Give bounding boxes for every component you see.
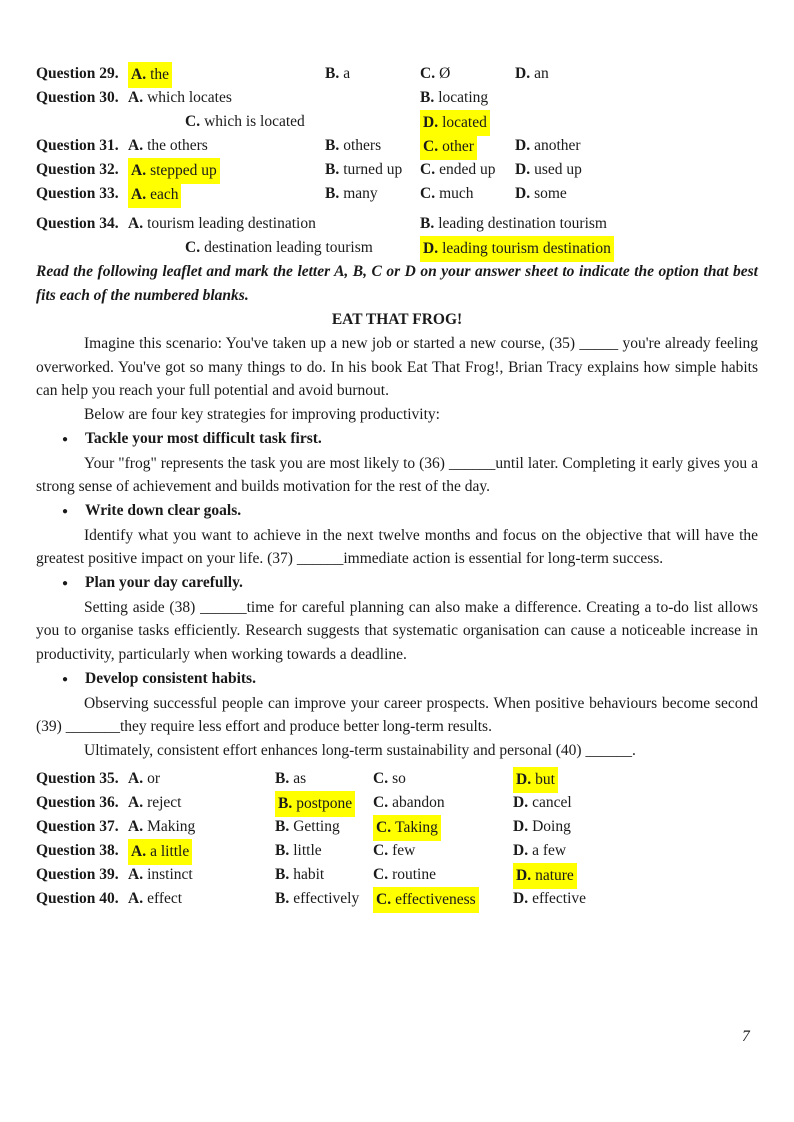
option-text: a — [343, 65, 351, 82]
bullet-body-4: Observing successful people can improve your career prospects. When positive behaviours become second (39) _______they require less effort and produce better long-term results. — [36, 694, 758, 736]
question-38-option-d — [513, 839, 566, 863]
question-29-option-c — [420, 62, 450, 86]
question-39-label: Question 39. — [36, 865, 119, 883]
option-text: which is located — [204, 113, 305, 130]
question-35-option-c — [373, 767, 406, 791]
option-text: Doing — [532, 817, 571, 835]
question-31-option-b — [325, 134, 381, 158]
question-34-option-b — [420, 212, 607, 236]
option-letter: B. — [278, 794, 293, 812]
page-content — [36, 62, 758, 911]
option-letter: C. — [420, 161, 436, 178]
option-text: ended up — [439, 161, 496, 178]
bullet-icon: ● — [62, 433, 69, 445]
bullet-item-3 — [36, 571, 758, 596]
option-text: or — [147, 769, 160, 787]
option-text: as — [293, 769, 307, 787]
option-letter: C. — [185, 113, 201, 130]
question-39-option-b — [275, 863, 324, 887]
option-text: habit — [293, 865, 325, 883]
option-letter: B. — [420, 215, 435, 232]
question-29-row — [36, 62, 758, 86]
option-letter: C. — [373, 841, 389, 859]
option-letter: C. — [420, 65, 436, 82]
option-letter: D. — [515, 137, 531, 154]
option-letter: D. — [513, 817, 529, 835]
question-36-option-a — [128, 791, 182, 815]
option-text: effectively — [293, 889, 360, 907]
question-37-option-a — [128, 815, 195, 839]
option-letter: D. — [423, 114, 439, 131]
question-31-row — [36, 134, 758, 158]
option-text: effectiveness — [395, 890, 476, 908]
question-34-row — [36, 212, 758, 236]
option-letter: A. — [128, 889, 144, 907]
option-letter: D. — [423, 240, 439, 257]
option-letter: B. — [420, 89, 435, 106]
question-40-option-c — [373, 887, 479, 913]
option-letter: C. — [423, 138, 439, 155]
question-31-option-a — [128, 134, 208, 158]
bullet-icon: ● — [62, 505, 69, 517]
question-31-option-d — [515, 134, 581, 158]
question-31-label: Question 31. — [36, 137, 119, 154]
option-letter: D. — [516, 770, 532, 788]
option-letter: C. — [373, 865, 389, 883]
option-text: few — [392, 841, 416, 859]
bullet-heading: Write down clear goals. — [85, 501, 242, 519]
option-text: leading tourism destination — [442, 240, 611, 257]
option-letter: B. — [275, 769, 290, 787]
option-letter: A. — [128, 793, 144, 811]
page-number: 7 — [742, 1028, 750, 1045]
option-letter: B. — [325, 137, 340, 154]
option-letter: B. — [275, 817, 290, 835]
option-letter: A. — [131, 186, 147, 203]
bullet-item-1 — [36, 427, 758, 452]
option-letter: A. — [128, 89, 144, 106]
option-letter: C. — [376, 890, 392, 908]
option-letter: A. — [128, 769, 144, 787]
question-35-option-a — [128, 767, 160, 791]
option-text: leading destination tourism — [438, 215, 607, 232]
question-34-label: Question 34. — [36, 215, 119, 232]
question-33-row — [36, 182, 758, 206]
question-30-option-d — [420, 110, 490, 136]
option-letter: C. — [185, 239, 201, 256]
option-letter: B. — [325, 185, 340, 202]
option-letter: B. — [275, 889, 290, 907]
question-29-option-d — [515, 62, 549, 86]
question-39-option-d — [513, 863, 577, 889]
option-text: little — [293, 841, 322, 859]
question-39-option-a — [128, 863, 193, 887]
question-32-option-a — [128, 158, 220, 184]
option-text: the — [150, 66, 170, 83]
option-text: an — [534, 65, 549, 82]
question-33-option-c — [420, 182, 474, 206]
question-37-option-d — [513, 815, 571, 839]
option-letter: B. — [275, 865, 290, 883]
question-38-option-a — [128, 839, 192, 865]
question-block-35-40 — [36, 767, 758, 911]
option-letter: A. — [128, 817, 144, 835]
option-text: abandon — [392, 793, 445, 811]
option-letter: B. — [325, 65, 340, 82]
option-text: turned up — [343, 161, 403, 178]
question-39-option-c — [373, 863, 436, 887]
bullet-body-2: Identify what you want to achieve in the next twelve months and focus on the objective that will have the greatest positive impact on your life. (37) ______immediate action is essential for long-term success. — [36, 526, 758, 568]
question-32-row — [36, 158, 758, 182]
question-29-label: Question 29. — [36, 65, 119, 82]
option-text: effect — [147, 889, 183, 907]
question-38-label: Question 38. — [36, 841, 119, 859]
question-34-option-c — [185, 236, 373, 260]
option-text: cancel — [532, 793, 572, 811]
bullet-item-2 — [36, 499, 758, 524]
question-35-row — [36, 767, 758, 791]
question-30-row-2 — [36, 110, 758, 134]
option-letter: A. — [128, 865, 144, 883]
question-30-option-a — [128, 86, 232, 110]
question-30-row — [36, 86, 758, 110]
question-33-option-b — [325, 182, 378, 206]
option-letter: D. — [515, 65, 531, 82]
question-32-option-c — [420, 158, 495, 182]
option-text: which locates — [147, 89, 232, 106]
question-34-option-d — [420, 236, 614, 262]
option-letter: D. — [513, 793, 529, 811]
question-36-label: Question 36. — [36, 793, 119, 811]
option-letter: A. — [128, 215, 144, 232]
question-32-option-b — [325, 158, 402, 182]
option-letter: A. — [128, 137, 144, 154]
option-letter: B. — [325, 161, 340, 178]
question-39-row — [36, 863, 758, 887]
option-text: locating — [438, 89, 489, 106]
option-letter: C. — [373, 793, 389, 811]
option-text: Ø — [439, 65, 451, 82]
option-text: so — [392, 769, 406, 787]
option-text: other — [442, 138, 474, 155]
bullet-heading: Plan your day carefully. — [85, 574, 243, 592]
bullet-heading: Tackle your most difficult task first. — [85, 429, 322, 447]
option-text: many — [343, 185, 378, 202]
option-letter: A. — [131, 162, 147, 179]
option-text: but — [535, 770, 555, 788]
option-text: others — [343, 137, 382, 154]
question-35-option-d — [513, 767, 558, 793]
question-37-option-b — [275, 815, 340, 839]
option-text: effective — [532, 889, 587, 907]
question-40-option-b — [275, 887, 359, 911]
option-text: a few — [532, 841, 567, 859]
bullet-heading: Develop consistent habits. — [85, 669, 256, 687]
option-text: located — [442, 114, 487, 131]
question-32-option-d — [515, 158, 582, 182]
question-30-option-b — [420, 86, 488, 110]
option-letter: D. — [516, 866, 532, 884]
question-36-option-d — [513, 791, 572, 815]
bullet-icon: ● — [62, 673, 69, 685]
option-text: a little — [150, 842, 190, 860]
option-text: postpone — [296, 794, 353, 812]
question-33-label: Question 33. — [36, 185, 119, 202]
question-32-label: Question 32. — [36, 161, 119, 178]
option-text: destination leading tourism — [204, 239, 373, 256]
question-40-label: Question 40. — [36, 889, 119, 907]
option-text: Taking — [395, 818, 438, 836]
passage-paragraph-2: Below are four key strategies for improving productivity: — [84, 406, 440, 424]
option-text: much — [439, 185, 474, 202]
option-letter: C. — [420, 185, 436, 202]
question-37-label: Question 37. — [36, 817, 119, 835]
option-letter: D. — [513, 889, 529, 907]
option-letter: B. — [275, 841, 290, 859]
question-34-row-2 — [36, 236, 758, 260]
question-36-option-c — [373, 791, 445, 815]
bullet-body-3: Setting aside (38) ______time for careful planning can also make a difference. Creating a to-do list allows you to organise tasks efficiently. Research suggests that systematic organisation can cause a noticeable increase in productivity, particularly when working towards a deadline. — [36, 598, 758, 664]
question-30-option-c — [185, 110, 305, 134]
question-30-label: Question 30. — [36, 89, 119, 106]
option-letter: D. — [515, 161, 531, 178]
question-36-row — [36, 791, 758, 815]
question-36-option-b — [275, 791, 355, 817]
option-text: another — [534, 137, 581, 154]
option-letter: C. — [373, 769, 389, 787]
question-40-row — [36, 887, 758, 911]
option-text: Making — [147, 817, 196, 835]
option-letter: C. — [376, 818, 392, 836]
option-text: some — [534, 185, 567, 202]
question-35-label: Question 35. — [36, 769, 119, 787]
question-38-option-c — [373, 839, 415, 863]
question-38-option-b — [275, 839, 322, 863]
question-33-option-a — [128, 182, 181, 208]
option-text: Getting — [293, 817, 340, 835]
question-34-option-a — [128, 212, 316, 236]
option-text: used up — [534, 161, 582, 178]
option-letter: A. — [131, 66, 147, 83]
option-text: routine — [392, 865, 436, 883]
question-37-option-c — [373, 815, 441, 841]
option-text: nature — [535, 866, 574, 884]
passage-paragraph-1: Imagine this scenario: You've taken up a new job or started a new course, (35) _____ you're already feeling overworked. You've got so many things to do. In his book Eat That Frog!, Brian Tracy explains how simple habits can help you reach your full potential and avoid burnout. — [36, 335, 758, 400]
passage-closing: Ultimately, consistent effort enhances long-term sustainability and personal (40) ______. — [84, 741, 636, 759]
bullet-icon: ● — [62, 578, 69, 590]
option-text: each — [150, 186, 179, 203]
option-letter: D. — [515, 185, 531, 202]
option-letter: A. — [131, 842, 147, 860]
question-40-option-d — [513, 887, 586, 911]
bullet-body-1: Your "frog" represents the task you are most likely to (36) ______until later. Completing it early gives you a strong sense of achievement and builds motivation for the rest of the day. — [36, 454, 758, 496]
question-38-row — [36, 839, 758, 863]
option-text: tourism leading destination — [147, 215, 316, 232]
option-text: the others — [147, 137, 208, 154]
option-letter: D. — [513, 841, 529, 859]
bullet-item-4 — [36, 667, 758, 692]
question-37-row — [36, 815, 758, 839]
option-text: instinct — [147, 865, 193, 883]
question-29-option-a — [128, 62, 172, 88]
question-29-option-b — [325, 62, 350, 86]
question-33-option-d — [515, 182, 567, 206]
question-40-option-a — [128, 887, 182, 911]
question-31-option-c — [420, 134, 477, 160]
passage-title: EAT THAT FROG! — [331, 311, 463, 328]
option-text: reject — [147, 793, 182, 811]
question-35-option-b — [275, 767, 306, 791]
section-instruction: Read the following leaflet and mark the letter A, B, C or D on your answer sheet to indicate the option that best fits each of the numbered blanks. — [36, 263, 758, 304]
option-text: stepped up — [150, 162, 217, 179]
